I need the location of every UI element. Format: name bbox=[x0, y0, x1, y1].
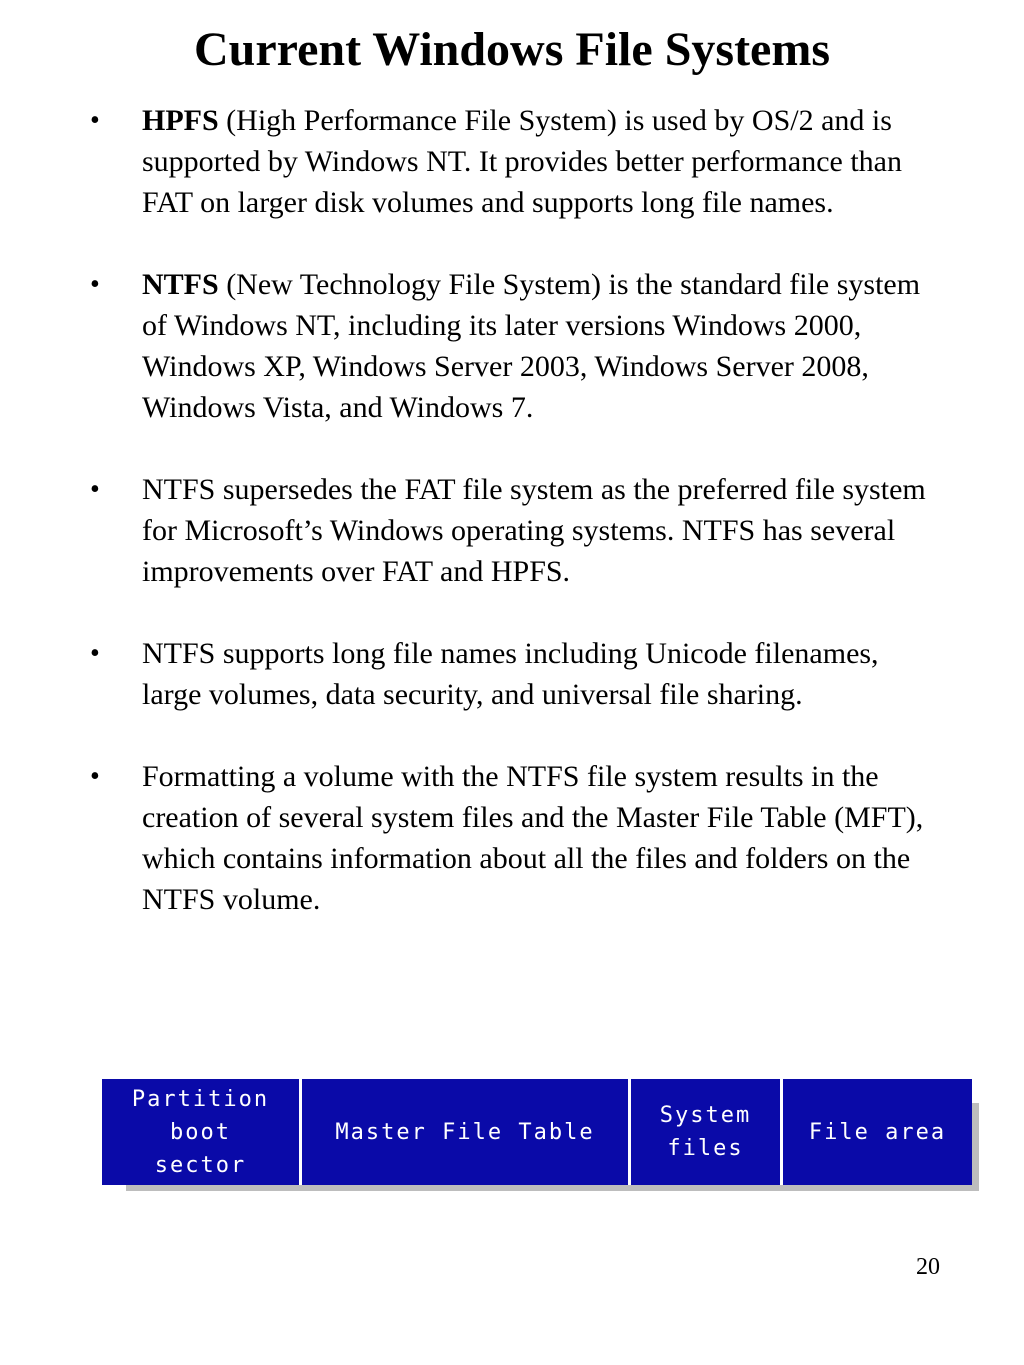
bullet-lead-term: HPFS bbox=[142, 104, 219, 137]
segment-master-file-table bbox=[302, 1079, 631, 1185]
bullet-text: (High Performance File System) is used by OS/2 and is supported by Windows NT. It provides better performance than FAT on larger disk volumes and supports long file names. bbox=[142, 104, 902, 219]
diagram-segments bbox=[102, 1079, 972, 1185]
bullet-text: NTFS supports long file names including Unicode filenames, large volumes, data security, and universal file sharing. bbox=[142, 637, 879, 711]
slide-title: Current Windows File Systems bbox=[193, 23, 831, 76]
bullet-item-formatting bbox=[0, 756, 942, 920]
bullet-marker: • bbox=[90, 105, 100, 136]
page-number: 20 bbox=[916, 1254, 940, 1280]
bullet-lead-term: NTFS bbox=[142, 268, 219, 301]
ntfs-volume-layout-diagram bbox=[102, 1079, 972, 1185]
segment-label: File area bbox=[808, 1119, 947, 1145]
segment-label: Partition boot sector bbox=[131, 1086, 270, 1178]
bullet-marker: • bbox=[90, 474, 100, 505]
segment-label: System files bbox=[659, 1103, 752, 1161]
bullet-item-ntfs bbox=[0, 264, 942, 428]
bullet-item-ntfs-supports bbox=[0, 633, 942, 715]
bullet-text: NTFS supersedes the FAT file system as the preferred file system for Microsoft’s Windows operating systems. NTFS has several improvements over FAT and HPFS. bbox=[142, 473, 926, 588]
bullet-text: (New Technology File System) is the standard file system of Windows NT, including its later versions Windows 2000, Windows XP, Windows Server 2003, Windows Server 2008, Windows Vista, and Windows 7. bbox=[142, 268, 921, 424]
bullet-item-hpfs bbox=[0, 100, 942, 223]
bullet-marker: • bbox=[90, 638, 100, 669]
bullet-marker: • bbox=[90, 761, 100, 792]
segment-system-files bbox=[631, 1079, 783, 1185]
bullet-list bbox=[0, 100, 1024, 961]
bullet-item-ntfs-supersedes bbox=[0, 469, 942, 592]
segment-file-area bbox=[783, 1079, 972, 1185]
bullet-text: Formatting a volume with the NTFS file system results in the creation of several system files and the Master File Table (MFT), which contains information about all the files and folders on the NTFS volume. bbox=[142, 760, 924, 916]
segment-label: Master File Table bbox=[335, 1119, 595, 1145]
bullet-marker: • bbox=[90, 269, 100, 300]
segment-partition-boot-sector bbox=[102, 1079, 302, 1185]
